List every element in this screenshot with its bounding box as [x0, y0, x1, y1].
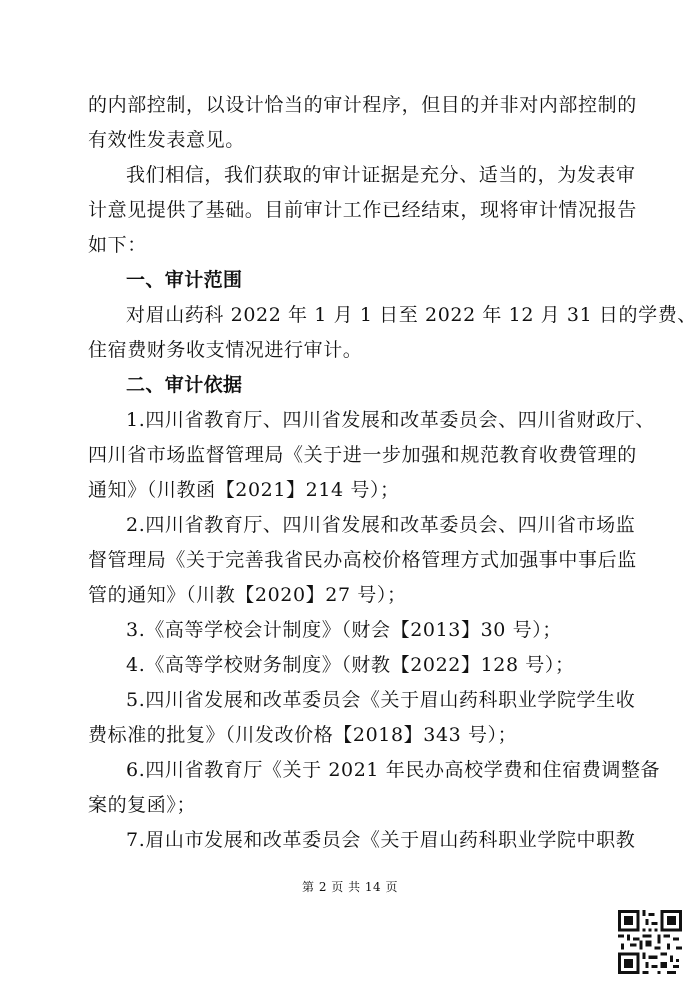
qr-code-icon [618, 910, 682, 974]
list-item-line: 4.《高等学校财务制度》（财教【2022】128 号）； [126, 654, 575, 676]
paragraph-line: 计意见提供了基础。目前审计工作已经结束，现将审计情况报告 [88, 199, 637, 221]
list-item-line: 5.四川省发展和改革委员会《关于眉山药科职业学院学生收 [126, 689, 636, 711]
paragraph-line: 的内部控制，以设计恰当的审计程序，但目的并非对内部控制的 [88, 94, 637, 116]
paragraph-line: 如下： [88, 234, 147, 256]
list-item-line: 费标准的批复》（川发改价格【2018】343 号）； [88, 724, 518, 746]
list-item-line: 6.四川省教育厅《关于 2021 年民办高校学费和住宿费调整备 [126, 759, 661, 781]
page-number: 第 2 页 共 14 页 [302, 880, 398, 894]
list-item-line: 四川省市场监督管理局《关于进一步加强和规范教育收费管理的 [88, 444, 637, 466]
paragraph-line: 我们相信，我们获取的审计证据是充分、适当的，为发表审 [126, 164, 636, 186]
section-heading-basis: 二、审计依据 [126, 374, 243, 396]
document-body [88, 88, 697, 858]
paragraph-line: 住宿费财务收支情况进行审计。 [88, 339, 363, 361]
paragraph-line: 有效性发表意见。 [88, 129, 245, 151]
section-heading-scope: 一、审计范围 [126, 269, 243, 291]
list-item-line: 通知》（川教函【2021】214 号）； [88, 479, 400, 501]
list-item-line: 1.四川省教育厅、四川省发展和改革委员会、四川省财政厅、 [126, 409, 655, 431]
paragraph-line: 对眉山药科 2022 年 1 月 1 日至 2022 年 12 月 31 日的学费、 [126, 304, 697, 326]
list-item-line: 7.眉山市发展和改革委员会《关于眉山药科职业学院中职教 [126, 829, 636, 851]
list-item-line: 2.四川省教育厅、四川省发展和改革委员会、四川省市场监 [126, 514, 636, 536]
list-item-line: 3.《高等学校会计制度》（财会【2013】30 号）； [126, 619, 562, 641]
list-item-line: 督管理局《关于完善我省民办高校价格管理方式加强事中事后监 [88, 549, 637, 571]
list-item-line: 管的通知》（川教【2020】27 号）； [88, 584, 407, 606]
list-item-line: 案的复函》； [88, 794, 197, 816]
